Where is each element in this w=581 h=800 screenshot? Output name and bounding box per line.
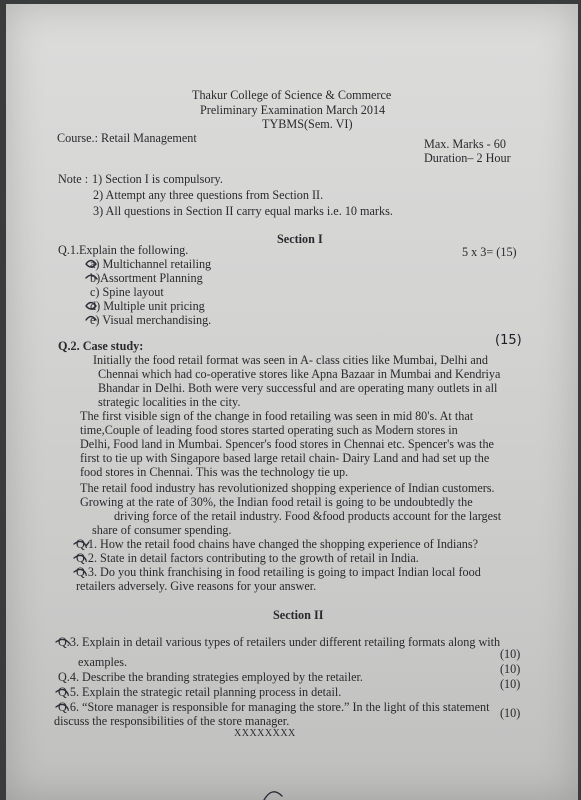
q2-stem: Q.2. Case study:	[58, 339, 144, 353]
case-subquestion: Q.3. Do you think franchising in food retailing is going to impact Indian local food	[76, 565, 481, 579]
section2-question-cont: discuss the responsibilities of the store manager.	[54, 714, 290, 728]
question-marks: (10)	[500, 677, 521, 691]
case-line: Bhandar in Delhi. Both were very successful and are operating many outlets in all	[98, 381, 498, 395]
case-line: Growing at the rate of 30%, the Indian food retail is going to be undoubtedly the	[80, 495, 473, 509]
section2-question: Q.4. Describe the branding strategies employed by the retailer.	[58, 670, 363, 684]
case-line: Chennai which had co-operative stores like Apna Bazaar in Mumbai and Kendriya	[98, 367, 501, 381]
course-name: Course.: Retail Management	[57, 131, 197, 145]
duration: Duration– 2 Hour	[424, 151, 511, 165]
exam-title: Preliminary Examination March 2014	[200, 103, 386, 117]
q1-item: a) Multichannel retailing	[90, 257, 212, 271]
section2-question: Q.6. “Store manager is responsible for managing the store.” In the light of this statement	[58, 700, 490, 714]
question-marks: (10)	[500, 662, 521, 676]
case-line: The retail food industry has revolutionized shopping experience of Indian customers.	[80, 481, 495, 495]
case-subquestion: Q.2. State in detail factors contributing to the growth of retail in India.	[76, 551, 419, 565]
case-line: share of consumer spending.	[92, 523, 232, 537]
section2-question: Q.5. Explain the strategic retail planning process in detail.	[58, 685, 342, 699]
case-line: Delhi, Food land in Mumbai. Spencer's food stores in Chennai etc. Spencer's was the	[80, 437, 494, 451]
class-name: TYBMS(Sem. VI)	[262, 117, 353, 131]
q1-item: d) Multiple unit pricing	[90, 299, 205, 313]
q1-marks: 5 x 3= (15)	[462, 245, 517, 259]
case-line: driving force of the retail industry. Food &food products account for the largest	[114, 509, 502, 523]
case-subquestion: retailers adversely. Give reasons for your answer.	[76, 579, 317, 593]
college-name: Thakur College of Science & Commerce	[192, 88, 392, 102]
end-marker: XXXXXXXX	[234, 728, 296, 739]
case-line: strategic localities in the city.	[98, 395, 241, 409]
question-marks: (10)	[500, 706, 521, 720]
q2-marks: (15)	[495, 333, 522, 348]
question-marks: (10)	[500, 647, 521, 661]
section-1-title: Section I	[277, 232, 323, 246]
case-line: food stores in Chennai. This was the technology tie up.	[80, 465, 349, 479]
note-item: 1) Section I is compulsory.	[92, 172, 223, 186]
q1-stem: Q.1.Explain the following.	[58, 243, 189, 257]
case-subquestion: Q.1. How the retail food chains have changed the shopping experience of Indians?	[76, 537, 479, 551]
case-line: first to tie up with Singapore based large retail chain- Dairy Land and had set up the	[80, 451, 490, 465]
max-marks: Max. Marks - 60	[424, 137, 506, 151]
note-label: Note :	[58, 172, 89, 186]
note-item: 2) Attempt any three questions from Section II.	[93, 188, 324, 202]
section2-question-cont: examples.	[78, 655, 128, 669]
case-line: time,Couple of leading food stores started operating such as Modern stores in	[80, 423, 458, 437]
note-item: 3) All questions in Section II carry equal marks i.e. 10 marks.	[93, 204, 393, 218]
case-line: Initially the food retail format was seen in A- class cities like Mumbai, Delhi and	[93, 353, 488, 367]
section-2-title: Section II	[273, 608, 324, 622]
q1-item: c) Spine layout	[90, 285, 164, 299]
q1-item: e) Visual merchandising.	[90, 313, 212, 327]
section2-question: Q.3. Explain in detail various types of retailers under different retailing formats along with	[58, 635, 501, 649]
pen-scribbles	[6, 4, 578, 800]
q1-item: b)Assortment Planning	[90, 271, 203, 285]
case-line: The first visible sign of the change in food retailing was seen in mid 80's. At that	[80, 409, 474, 423]
exam-paper	[6, 4, 578, 800]
